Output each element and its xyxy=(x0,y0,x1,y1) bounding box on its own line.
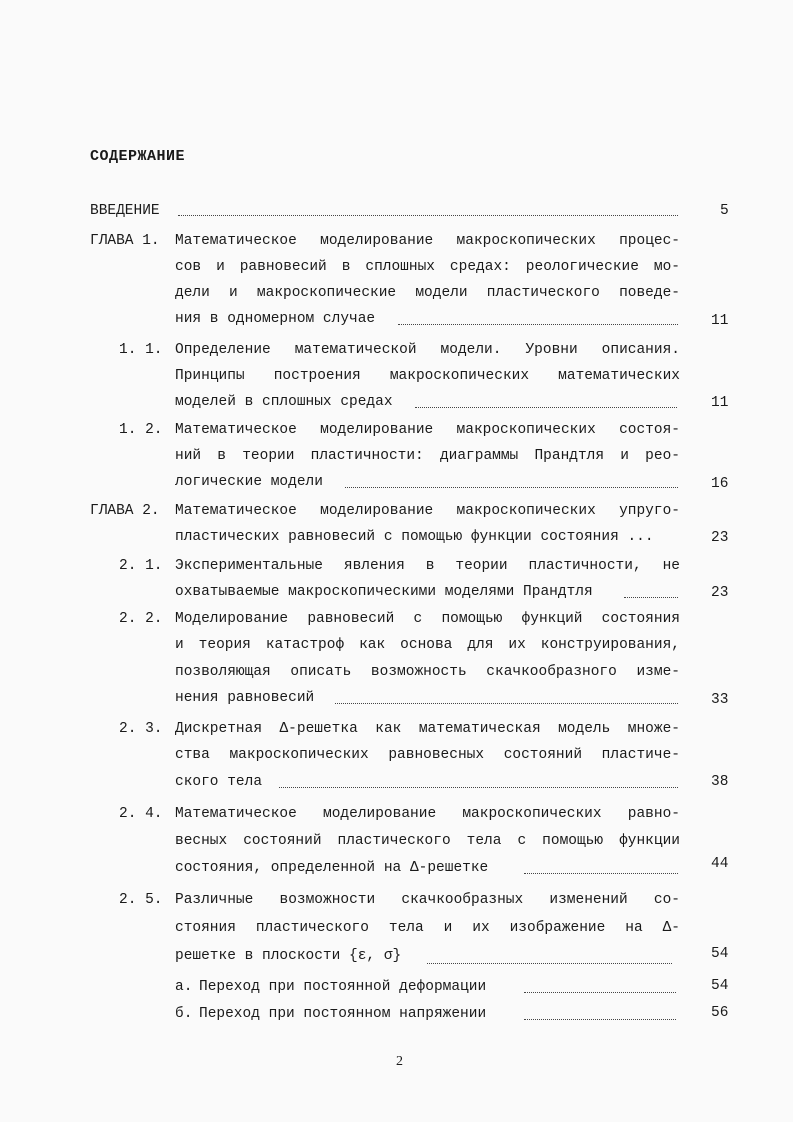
page-ref: 44 xyxy=(711,856,729,872)
page-ref: 54 xyxy=(711,946,729,962)
toc-line: Экспериментальные явления в теории пластичности, не xyxy=(175,558,680,574)
toc-line: Переход при постоянной деформации xyxy=(199,979,487,995)
toc-line: сов и равновесий в сплошных средах: реологические мо- xyxy=(175,259,680,275)
toc-line: моделей в сплошных средах xyxy=(175,394,393,410)
leader-dots xyxy=(335,702,678,704)
toc-line: стояния пластического тела и их изображение на Δ- xyxy=(175,920,680,936)
toc-line: ства макроскопических равновесных состояний пластиче- xyxy=(175,747,680,763)
toc-line: ского тела xyxy=(175,774,263,790)
leader-dots xyxy=(524,872,678,874)
toc-line: Переход при постоянном напряжении xyxy=(199,1006,487,1022)
toc-line: решетке в плоскости {ε, σ} xyxy=(175,948,402,964)
toc-line: Математическое моделирование макроскопических равно- xyxy=(175,806,680,822)
page-title: СОДЕРЖАНИЕ xyxy=(90,148,186,165)
leader-dots xyxy=(398,323,678,325)
toc-label: 2. 5. xyxy=(119,892,163,908)
leader-dots xyxy=(427,962,672,964)
toc-line: Различные возможности скачкообразных изменений со- xyxy=(175,892,680,908)
toc-line: охватываемые макроскопическими моделями Прандтля xyxy=(175,584,593,600)
toc-label: 2. 4. xyxy=(119,806,163,822)
toc-line: Математическое моделирование макроскопических процес- xyxy=(175,233,680,249)
page-ref: 33 xyxy=(711,692,729,708)
toc-line: Принципы построения макроскопических математических xyxy=(175,368,680,384)
page-ref: 5 xyxy=(720,203,729,219)
leader-dots xyxy=(345,486,678,488)
toc-line: дели и макроскопические модели пластического поведе- xyxy=(175,285,680,301)
toc-label: 2. 2. xyxy=(119,611,163,627)
toc-line: логические модели xyxy=(175,474,323,490)
toc-label: 1. 1. xyxy=(119,342,163,358)
toc-line: состояния, определенной на Δ-решетке xyxy=(175,860,489,876)
toc-line: нения равновесий xyxy=(175,690,315,706)
page-ref: 56 xyxy=(711,1005,729,1021)
toc-line: Дискретная Δ-решетка как математическая модель множе- xyxy=(175,721,680,737)
toc-label: ВВЕДЕНИЕ xyxy=(90,203,160,219)
leader-dots xyxy=(279,786,678,788)
toc-line: Определение математической модели. Уровни описания. xyxy=(175,342,680,358)
page-ref: 16 xyxy=(711,476,729,492)
toc-line: ния в одномерном случае xyxy=(175,311,376,327)
toc-line: весных состояний пластического тела с помощью функции xyxy=(175,833,680,849)
leader-dots xyxy=(178,214,678,216)
toc-line: Математическое моделирование макроскопических состоя- xyxy=(175,422,680,438)
toc-label: 2. 1. xyxy=(119,558,163,574)
page-ref: 54 xyxy=(711,978,729,994)
toc-line: и теория катастроф как основа для их конструирования, xyxy=(175,637,680,653)
toc-label: ГЛАВА 1. xyxy=(90,233,160,249)
toc-label: а. xyxy=(175,979,193,995)
toc-label: ГЛАВА 2. xyxy=(90,503,160,519)
leader-dots xyxy=(524,1018,676,1020)
toc-label: 2. 3. xyxy=(119,721,163,737)
page-ref: 23 xyxy=(711,585,729,601)
toc-label: б. xyxy=(175,1006,193,1022)
toc-line: Моделирование равновесий с помощью функций состояния xyxy=(175,611,680,627)
toc-line: ний в теории пластичности: диаграммы Прандтля и рео- xyxy=(175,448,680,464)
page-ref: 11 xyxy=(711,395,729,411)
toc-line: пластических равновесий с помощью функции состояния ... xyxy=(175,529,654,545)
toc-line: Математическое моделирование макроскопических упруго- xyxy=(175,503,680,519)
leader-dots xyxy=(415,406,677,408)
toc-label: 1. 2. xyxy=(119,422,163,438)
page-number: 2 xyxy=(396,1054,403,1069)
page-ref: 23 xyxy=(711,530,729,546)
leader-dots xyxy=(624,596,678,598)
toc-line: позволяющая описать возможность скачкообразного изме- xyxy=(175,664,680,680)
leader-dots xyxy=(524,991,676,993)
page-ref: 38 xyxy=(711,774,729,790)
page-ref: 11 xyxy=(711,313,729,329)
